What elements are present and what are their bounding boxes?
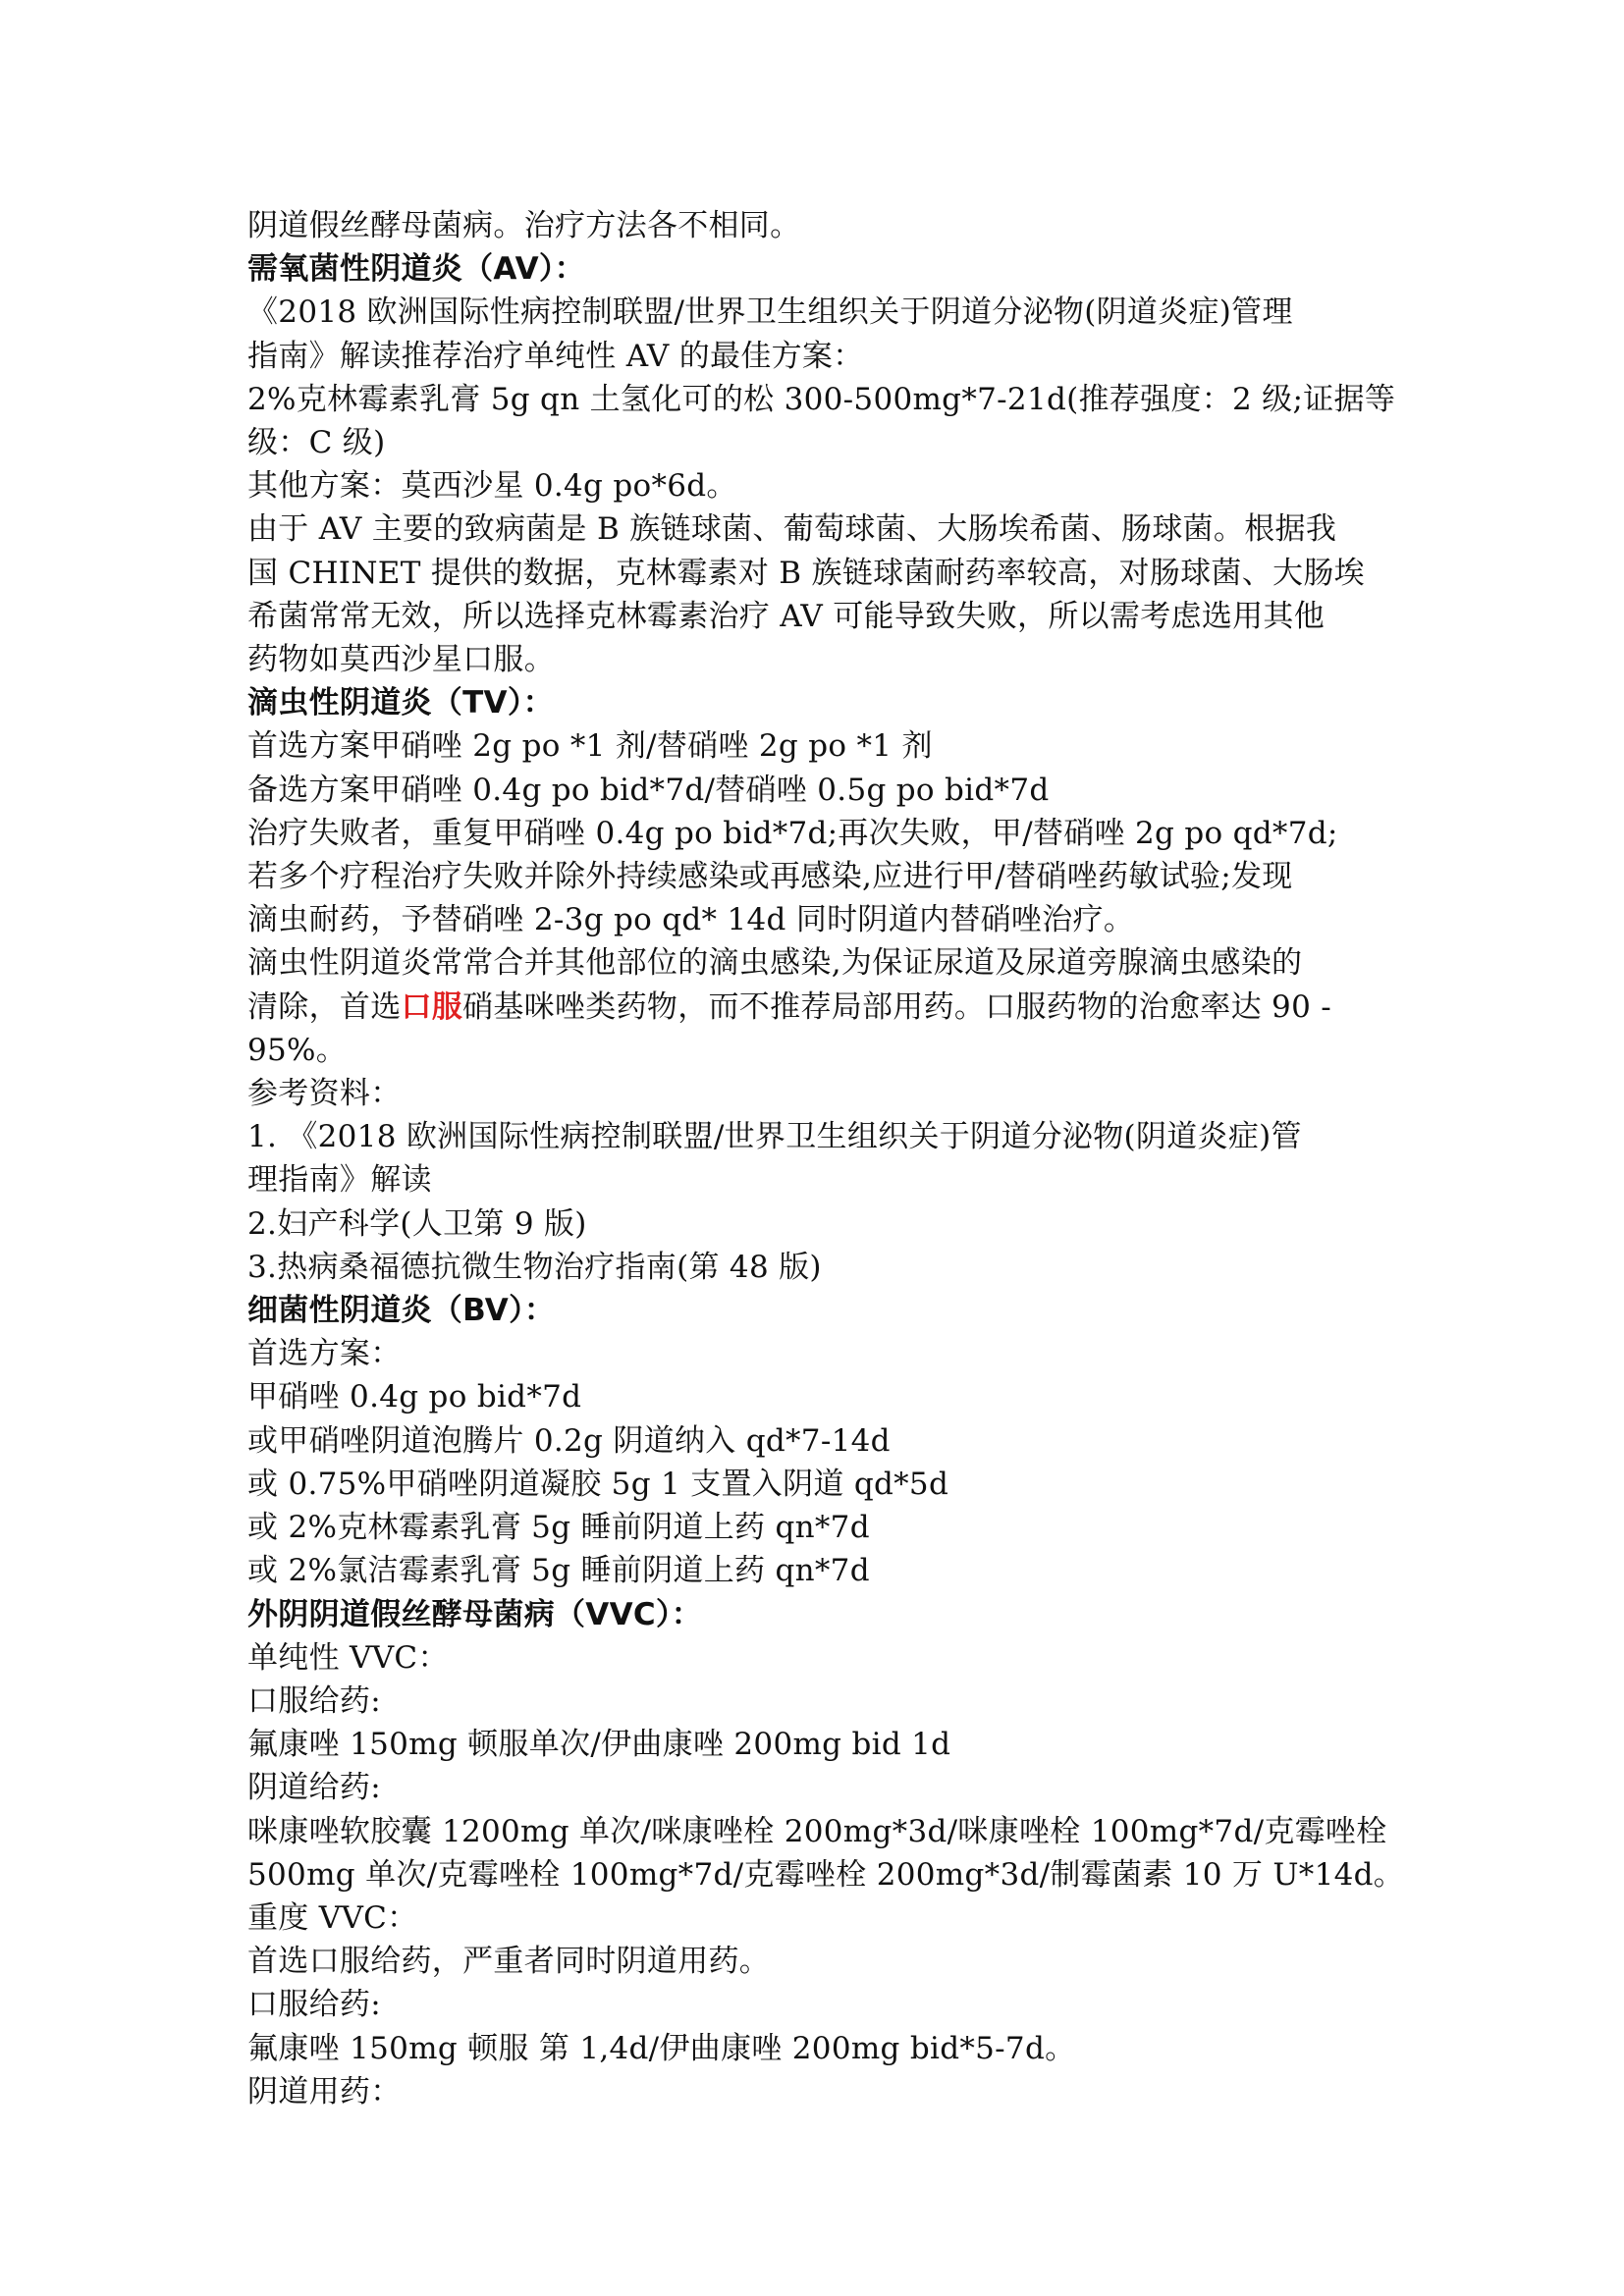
reference-item: 1. 《2018 欧洲国际性病控制联盟/世界卫生组织关于阴道分泌物(阴道炎症)管 xyxy=(247,1119,1302,1155)
text-line: 甲硝唑 0.4g po bid*7d xyxy=(247,1379,582,1415)
section-heading-bv: 细菌性阴道炎（BV）： xyxy=(247,1293,556,1329)
text-line: 500mg 单次/克霉唑栓 100mg*7d/克霉唑栓 200mg*3d/制霉菌素 10 万 U*14d。 xyxy=(247,1856,1405,1893)
text-line: 指南》解读推荐治疗单纯性 AV 的最佳方案： xyxy=(247,338,864,374)
highlighted-text: 口服 xyxy=(401,988,463,1025)
text-line: 滴虫耐药，予替硝唑 2-3g po qd* 14d 同时阴道内替硝唑治疗。 xyxy=(247,902,1135,938)
text-line: 首选口服给药，严重者同时阴道用药。 xyxy=(247,1944,771,1980)
text-fragment: 清除，首选 xyxy=(247,988,402,1025)
text-line: 阴道给药: xyxy=(247,1770,381,1806)
reference-item: 2.妇产科学(人卫第 9 版) xyxy=(247,1205,587,1242)
text-line: 或 2%克林霉素乳膏 5g 睡前阴道上药 qn*7d xyxy=(247,1510,870,1546)
text-line: 阴道用药： xyxy=(247,2073,402,2109)
text-line: 重度 VVC： xyxy=(247,1899,418,1936)
references-label: 参考资料： xyxy=(247,1076,402,1112)
section-heading-vvc: 外阴阴道假丝酵母菌病（VVC）： xyxy=(247,1596,703,1632)
text-line: 《2018 欧洲国际性病控制联盟/世界卫生组织关于阴道分泌物(阴道炎症)管理 xyxy=(247,294,1293,331)
text-line: 单纯性 VVC： xyxy=(247,1639,449,1676)
text-line: 口服给药: xyxy=(247,1682,381,1719)
text-line: 或 0.75%甲硝唑阴道凝胶 5g 1 支置入阴道 qd*5d xyxy=(247,1466,949,1502)
text-line: 滴虫性阴道炎常常合并其他部位的滴虫感染,为保证尿道及尿道旁腺滴虫感染的 xyxy=(247,945,1303,982)
text-line: 咪康唑软胶囊 1200mg 单次/咪康唑栓 200mg*3d/咪康唑栓 100mg*7d/克霉唑栓 xyxy=(247,1813,1387,1849)
text-line: 备选方案甲硝唑 0.4g po bid*7d/替硝唑 0.5g po bid*7d xyxy=(247,772,1050,808)
text-fragment: 硝基咪唑类药物，而不推荐局部用药。口服药物的治愈率达 90 - xyxy=(462,988,1332,1025)
text-line: 药物如莫西沙星口服。 xyxy=(247,642,555,678)
text-line: 阴道假丝酵母菌病。治疗方法各不相同。 xyxy=(247,208,801,243)
text-line: 口服给药: xyxy=(247,1987,381,2023)
text-line: 级：C 级) xyxy=(247,425,386,461)
section-heading-av: 需氧菌性阴道炎（AV）： xyxy=(247,251,585,288)
reference-item: 3.热病桑福德抗微生物治疗指南(第 48 版) xyxy=(247,1249,822,1285)
text-line: 氟康唑 150mg 顿服 第 1,4d/伊曲康唑 200mg bid*5-7d。 xyxy=(247,2030,1076,2066)
text-line: 首选方案： xyxy=(247,1336,402,1372)
document-page xyxy=(247,204,1405,2113)
text-line: 治疗失败者，重复甲硝唑 0.4g po bid*7d;再次失败，甲/替硝唑 2g po qd*7d; xyxy=(247,815,1338,851)
text-line: 由于 AV 主要的致病菌是 B 族链球菌、葡萄球菌、大肠埃希菌、肠球菌。根据我 xyxy=(247,511,1337,548)
text-line: 或甲硝唑阴道泡腾片 0.2g 阴道纳入 qd*7-14d xyxy=(247,1422,891,1459)
reference-item: 理指南》解读 xyxy=(247,1162,432,1199)
text-line: 希菌常常无效，所以选择克林霉素治疗 AV 可能导致失败，所以需考虑选用其他 xyxy=(247,598,1326,634)
text-line: 95%。 xyxy=(247,1032,348,1068)
text-line: 或 2%氯洁霉素乳膏 5g 睡前阴道上药 qn*7d xyxy=(247,1553,870,1589)
section-heading-tv: 滴虫性阴道炎（TV）： xyxy=(247,685,554,721)
text-line-with-highlight xyxy=(247,986,1386,1029)
text-line: 若多个疗程治疗失败并除外持续感染或再感染,应进行甲/替硝唑药敏试验;发现 xyxy=(247,859,1293,895)
text-line: 氟康唑 150mg 顿服单次/伊曲康唑 200mg bid 1d xyxy=(247,1727,951,1763)
text-line: 2%克林霉素乳膏 5g qn 土氢化可的松 300-500mg*7-21d(推荐强度：2 级;证据等 xyxy=(247,381,1396,417)
text-line: 首选方案甲硝唑 2g po *1 剂/替硝唑 2g po *1 剂 xyxy=(247,728,933,765)
text-line: 国 CHINET 提供的数据，克林霉素对 B 族链球菌耐药率较高，对肠球菌、大肠埃 xyxy=(247,555,1365,591)
text-line: 其他方案：莫西沙星 0.4g po*6d。 xyxy=(247,468,737,505)
